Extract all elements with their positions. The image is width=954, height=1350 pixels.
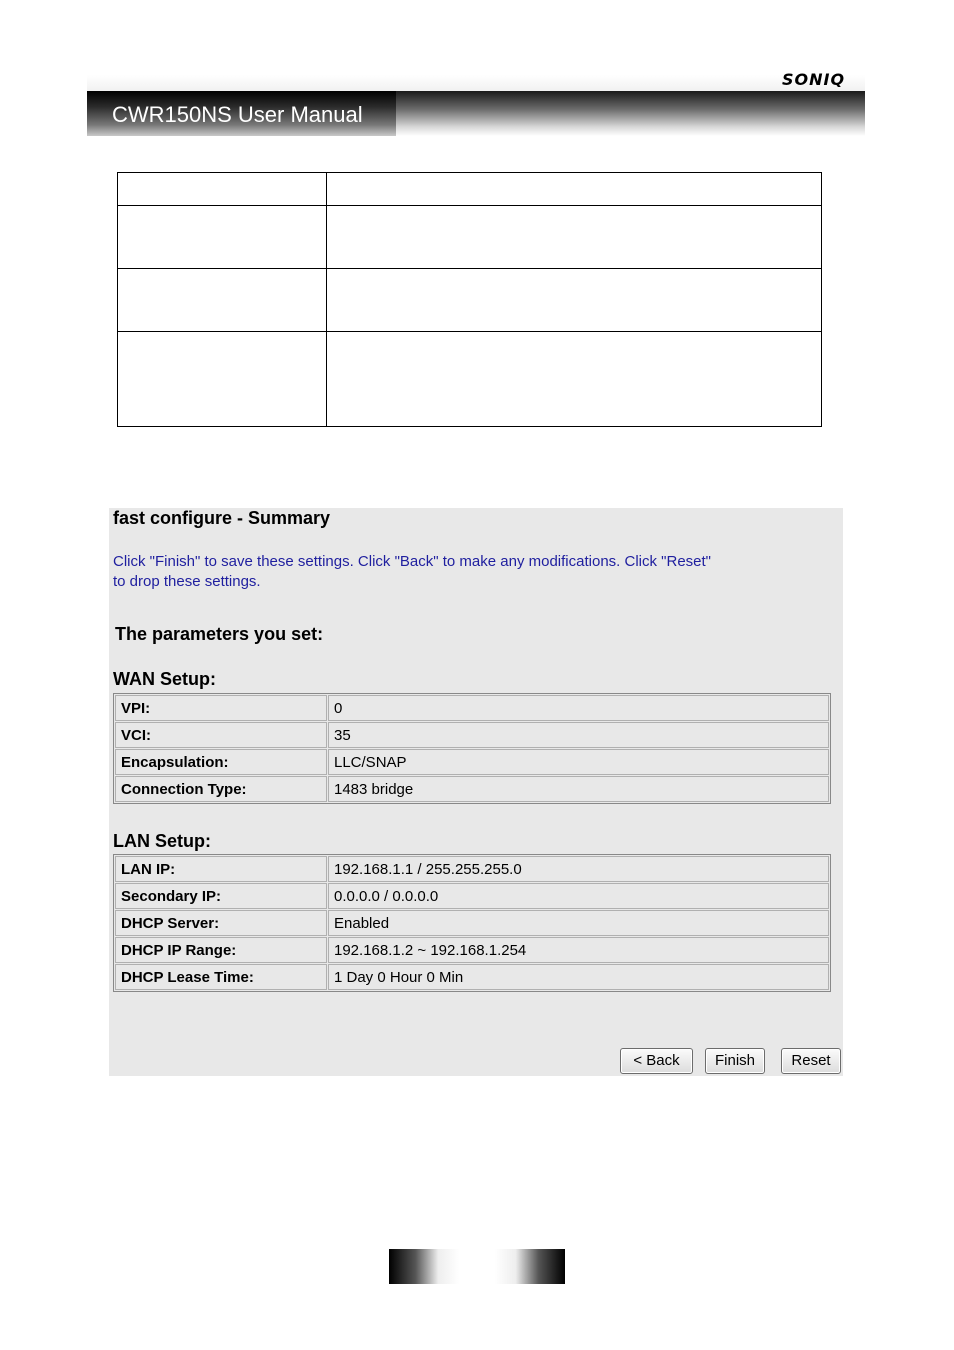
table-row [115, 722, 829, 748]
wan-table [113, 693, 831, 804]
blank-cell [327, 332, 822, 427]
lan-table [113, 854, 831, 992]
params-heading: The parameters you set: [115, 624, 324, 644]
brand-logo: SONIQ [782, 70, 846, 89]
blank-cell [118, 269, 327, 332]
table-row [115, 964, 829, 990]
row-label: LAN IP: [115, 856, 327, 882]
row-label: VPI: [115, 695, 327, 721]
row-value: 0 [328, 695, 829, 721]
table-row [115, 695, 829, 721]
blank-cell [118, 173, 327, 206]
row-label: Secondary IP: [115, 883, 327, 909]
wan-heading: WAN Setup: [113, 669, 216, 689]
table-row [115, 749, 829, 775]
row-value: LLC/SNAP [328, 749, 829, 775]
instructions-text: Click "Finish" to save these settings. Click "Back" to make any modifications. Click "Reset" to drop these settings. [113, 553, 711, 590]
summary-panel [109, 508, 843, 1076]
table-row [115, 776, 829, 802]
header-fade [87, 75, 865, 91]
table-row [115, 937, 829, 963]
row-value: 1483 bridge [328, 776, 829, 802]
blank-table [117, 172, 822, 427]
row-label: DHCP Lease Time: [115, 964, 327, 990]
row-label: Connection Type: [115, 776, 327, 802]
table-row [115, 856, 829, 882]
manual-title: CWR150NS User Manual [87, 91, 396, 136]
row-value: 192.168.1.1 / 255.255.255.0 [328, 856, 829, 882]
row-value: 1 Day 0 Hour 0 Min [328, 964, 829, 990]
finish-button[interactable]: Finish [705, 1048, 765, 1074]
blank-cell [118, 332, 327, 427]
row-value: 35 [328, 722, 829, 748]
row-value: Enabled [328, 910, 829, 936]
row-label: VCI: [115, 722, 327, 748]
blank-cell [327, 206, 822, 269]
reset-button[interactable]: Reset [781, 1048, 841, 1074]
table-row [115, 910, 829, 936]
page-title: fast configure - Summary [113, 508, 331, 528]
table-row [115, 883, 829, 909]
lan-heading: LAN Setup: [113, 831, 211, 851]
row-value: 0.0.0.0 / 0.0.0.0 [328, 883, 829, 909]
row-label: DHCP Server: [115, 910, 327, 936]
footer-gradient-box [389, 1249, 565, 1284]
row-label: DHCP IP Range: [115, 937, 327, 963]
blank-cell [118, 206, 327, 269]
blank-cell [327, 269, 822, 332]
back-button[interactable]: < Back [620, 1048, 693, 1074]
row-value: 192.168.1.2 ~ 192.168.1.254 [328, 937, 829, 963]
row-label: Encapsulation: [115, 749, 327, 775]
blank-cell [327, 173, 822, 206]
